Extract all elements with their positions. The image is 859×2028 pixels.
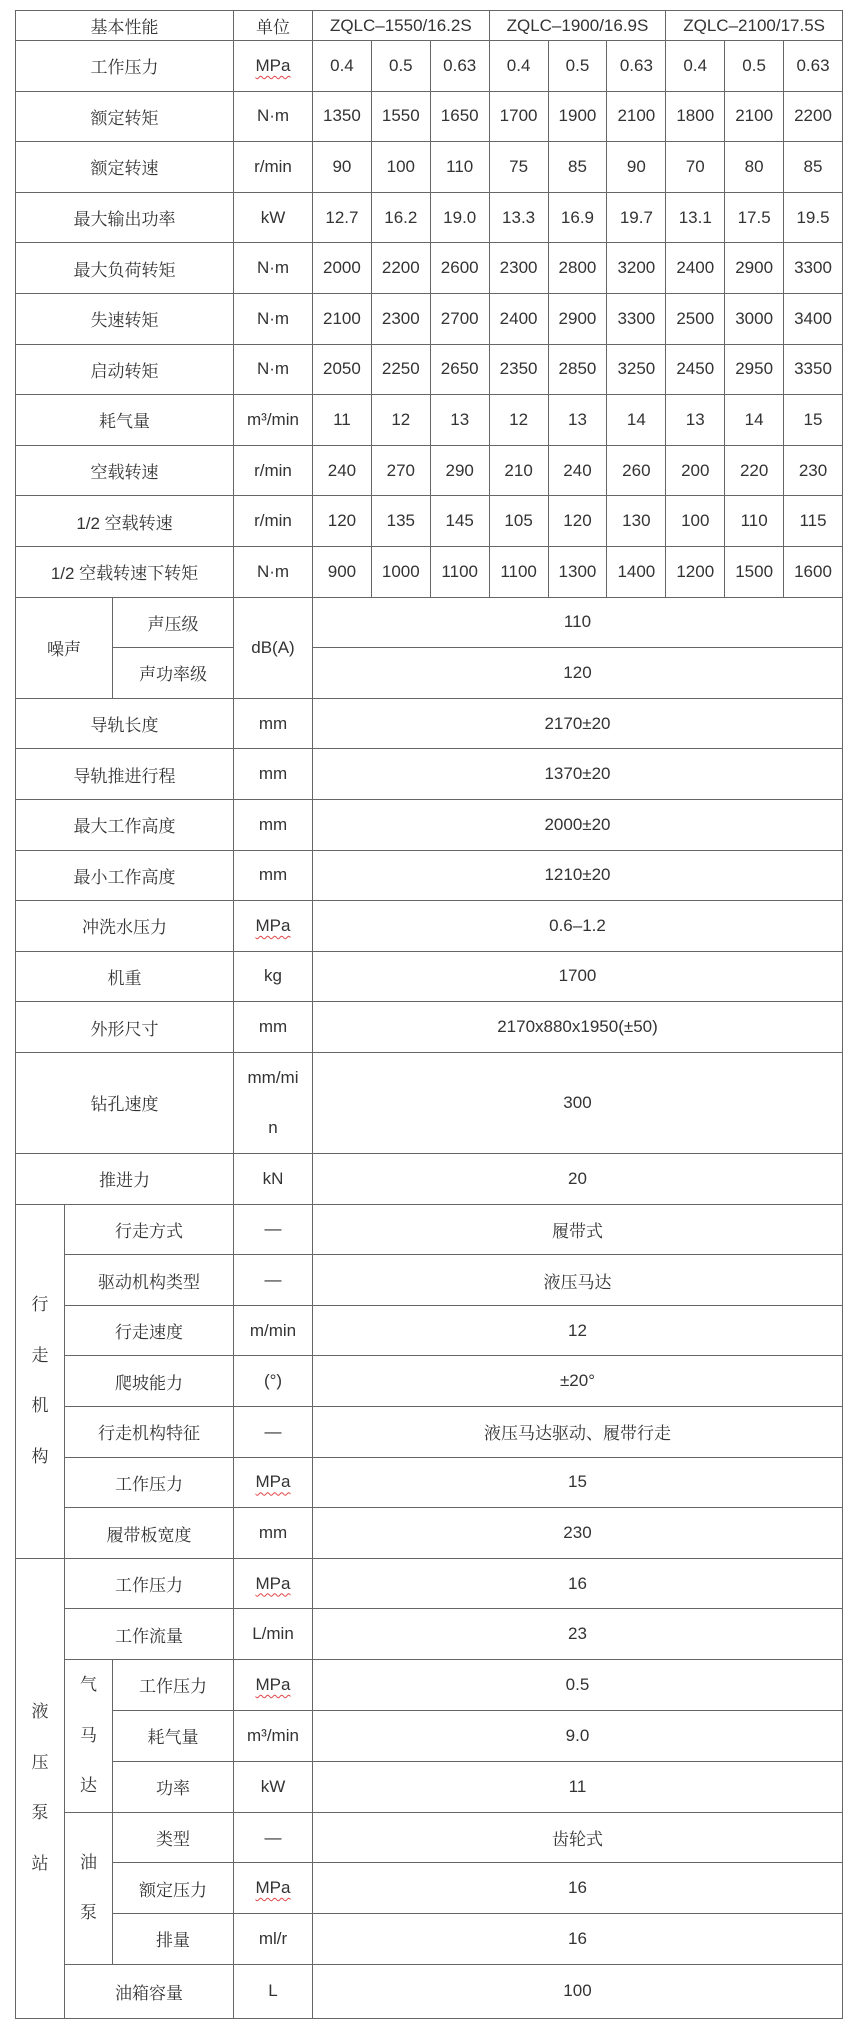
spec-value: 1210±20 (313, 850, 843, 901)
spec-unit: mm (234, 749, 313, 800)
spec-unit-text: mm/min (247, 1067, 299, 1137)
travel-row (16, 1508, 843, 1559)
air-motor-row (16, 1761, 843, 1812)
spec-label: 额定压力 (113, 1863, 234, 1914)
spec-value: 2700 (430, 293, 489, 344)
spec-value: 2200 (371, 243, 430, 294)
spec-value: 2600 (430, 243, 489, 294)
spec-value: 1400 (607, 546, 666, 597)
spec-unit: MPa (234, 901, 313, 952)
travel-row (16, 1255, 843, 1306)
spec-label: 排量 (113, 1913, 234, 1964)
spec-row (16, 192, 843, 243)
spec-value: 2650 (430, 344, 489, 395)
model-header-3: ZQLC–2100/17.5S (666, 11, 843, 41)
spec-value: 2850 (548, 344, 607, 395)
spec-label: 额定转矩 (16, 91, 234, 142)
spec-value: 1100 (430, 546, 489, 597)
spec-value: 0.5 (725, 41, 784, 92)
spec-value: 230 (313, 1508, 843, 1559)
spec-value: 0.63 (784, 41, 843, 92)
spec-label: 工作压力 (65, 1457, 234, 1508)
spec-unit (234, 1052, 313, 1153)
spec-value: 履带式 (313, 1204, 843, 1255)
pump-station-group-label (16, 1558, 65, 2018)
spec-value: 105 (489, 496, 548, 547)
spec-value: 2200 (784, 91, 843, 142)
spec-value: 0.5 (371, 41, 430, 92)
spec-value: 0.63 (607, 41, 666, 92)
spec-row (16, 1154, 843, 1205)
spec-value: 1000 (371, 546, 430, 597)
spec-value: 1600 (784, 546, 843, 597)
spec-table (15, 10, 843, 2019)
spec-row (16, 41, 843, 92)
spec-value: 1100 (489, 546, 548, 597)
spec-value: 220 (725, 445, 784, 496)
header-label: 基本性能 (16, 11, 234, 41)
noise-label: 噪声 (16, 597, 113, 698)
spec-value: 1300 (548, 546, 607, 597)
spec-row (16, 951, 843, 1002)
spec-value: 100 (666, 496, 725, 547)
spec-value: 85 (548, 142, 607, 193)
spec-unit: MPa (234, 41, 313, 92)
oil-pump-row (16, 1812, 843, 1863)
spec-row (16, 749, 843, 800)
spec-label: 启动转矩 (16, 344, 234, 395)
spec-value: 80 (725, 142, 784, 193)
spec-value: 1550 (371, 91, 430, 142)
spec-row (16, 698, 843, 749)
spec-unit: mm (234, 850, 313, 901)
spec-unit: MPa (234, 1457, 313, 1508)
spec-label: 最大输出功率 (16, 192, 234, 243)
travel-row (16, 1457, 843, 1508)
spec-value: 3000 (725, 293, 784, 344)
spec-value: 14 (607, 395, 666, 446)
spec-value: 15 (313, 1457, 843, 1508)
travel-group-text: 行走机构 (31, 1295, 49, 1466)
spec-value: 16.2 (371, 192, 430, 243)
oil-pump-group-text: 油泵 (80, 1852, 97, 1923)
spec-unit: — (234, 1204, 313, 1255)
spec-row (16, 1002, 843, 1053)
spec-value: 1200 (666, 546, 725, 597)
oil-pump-group-label (65, 1812, 113, 1964)
spec-label: 额定转速 (16, 142, 234, 193)
travel-group-label (16, 1204, 65, 1558)
spec-value: 100 (313, 1964, 843, 2018)
spec-value: 3400 (784, 293, 843, 344)
spec-label: 空载转速 (16, 445, 234, 496)
spec-value: 290 (430, 445, 489, 496)
spec-value: 0.63 (430, 41, 489, 92)
spec-row (16, 344, 843, 395)
spec-value: 13 (430, 395, 489, 446)
spec-label: 功率 (113, 1761, 234, 1812)
air-motor-row (16, 1660, 843, 1711)
spec-value: 16.9 (548, 192, 607, 243)
spec-value: 1800 (666, 91, 725, 142)
spec-label: 最小工作高度 (16, 850, 234, 901)
spec-value: 130 (607, 496, 666, 547)
spec-label: 工作压力 (16, 41, 234, 92)
spec-value: 115 (784, 496, 843, 547)
oil-pump-row (16, 1913, 843, 1964)
spec-label: 类型 (113, 1812, 234, 1863)
air-motor-group-text: 气马达 (80, 1675, 97, 1796)
model-header-2: ZQLC–1900/16.9S (489, 11, 666, 41)
spec-value: 11 (313, 395, 372, 446)
spec-label: 行走方式 (65, 1204, 234, 1255)
spec-row (16, 496, 843, 547)
spec-value: 16 (313, 1863, 843, 1914)
noise-value: 110 (313, 597, 843, 648)
spec-label: 最大负荷转矩 (16, 243, 234, 294)
spec-value: 1900 (548, 91, 607, 142)
spec-unit: m³/min (234, 395, 313, 446)
spec-value: 230 (784, 445, 843, 496)
spec-label: 最大工作高度 (16, 799, 234, 850)
spec-value: 液压马达驱动、履带行走 (313, 1407, 843, 1458)
spec-value: 110 (725, 496, 784, 547)
spec-label: 耗气量 (16, 395, 234, 446)
spec-value: 19.5 (784, 192, 843, 243)
model-header-1: ZQLC–1550/16.2S (313, 11, 490, 41)
spec-value: 135 (371, 496, 430, 547)
spec-value: 0.4 (313, 41, 372, 92)
air-motor-group-label (65, 1660, 113, 1813)
spec-value: 90 (313, 142, 372, 193)
air-motor-row (16, 1710, 843, 1761)
spec-value: 0.6–1.2 (313, 901, 843, 952)
spec-value: 20 (313, 1154, 843, 1205)
spec-value: 13.3 (489, 192, 548, 243)
spec-value: 145 (430, 496, 489, 547)
spec-value: 240 (313, 445, 372, 496)
spec-row (16, 293, 843, 344)
spec-unit: r/min (234, 445, 313, 496)
spec-label: 工作压力 (65, 1558, 234, 1609)
spec-row (16, 901, 843, 952)
spec-row (16, 799, 843, 850)
spec-unit: mm (234, 1508, 313, 1559)
spec-value: 12 (371, 395, 430, 446)
spec-value: 270 (371, 445, 430, 496)
spec-value: 2900 (725, 243, 784, 294)
spec-value: 12.7 (313, 192, 372, 243)
spec-unit: kW (234, 192, 313, 243)
spec-value: 0.5 (313, 1660, 843, 1711)
spec-unit: N·m (234, 344, 313, 395)
spec-label: 导轨长度 (16, 698, 234, 749)
spec-unit: — (234, 1407, 313, 1458)
tank-row (16, 1964, 843, 2018)
spec-value: 12 (313, 1305, 843, 1356)
spec-value: 9.0 (313, 1710, 843, 1761)
spec-label: 1/2 空载转速 (16, 496, 234, 547)
spec-value: 200 (666, 445, 725, 496)
oil-pump-row (16, 1863, 843, 1914)
spec-label: 耗气量 (113, 1710, 234, 1761)
spec-unit: kW (234, 1761, 313, 1812)
spec-value: 120 (548, 496, 607, 547)
spec-unit: L (234, 1964, 313, 2018)
spec-label: 1/2 空载转速下转矩 (16, 546, 234, 597)
spec-label: 导轨推进行程 (16, 749, 234, 800)
spec-value: 2250 (371, 344, 430, 395)
travel-row (16, 1204, 843, 1255)
spec-unit: m/min (234, 1305, 313, 1356)
spec-unit: kg (234, 951, 313, 1002)
spec-value: 2170±20 (313, 698, 843, 749)
spec-value: 0.4 (489, 41, 548, 92)
spec-label: 行走机构特征 (65, 1407, 234, 1458)
spec-row (16, 546, 843, 597)
noise-sub-label: 声功率级 (113, 648, 234, 699)
spec-value: 2350 (489, 344, 548, 395)
spec-value: 3250 (607, 344, 666, 395)
spec-value: 2900 (548, 293, 607, 344)
spec-value: 2950 (725, 344, 784, 395)
spec-unit: N·m (234, 91, 313, 142)
spec-value: 13 (548, 395, 607, 446)
spec-value: 2500 (666, 293, 725, 344)
header-unit: 单位 (234, 11, 313, 41)
spec-value: 1500 (725, 546, 784, 597)
spec-value: 17.5 (725, 192, 784, 243)
spec-unit: r/min (234, 142, 313, 193)
spec-label: 驱动机构类型 (65, 1255, 234, 1306)
spec-row (16, 142, 843, 193)
noise-row (16, 648, 843, 699)
spec-unit: kN (234, 1154, 313, 1205)
spec-value: 23 (313, 1609, 843, 1660)
spec-label: 失速转矩 (16, 293, 234, 344)
spec-unit: MPa (234, 1863, 313, 1914)
spec-value: 2300 (371, 293, 430, 344)
spec-value: 2800 (548, 243, 607, 294)
spec-unit: — (234, 1255, 313, 1306)
spec-row (16, 1052, 843, 1153)
spec-value: 900 (313, 546, 372, 597)
spec-value: 240 (548, 445, 607, 496)
noise-row (16, 597, 843, 648)
travel-row (16, 1407, 843, 1458)
spec-value: 2450 (666, 344, 725, 395)
noise-value: 120 (313, 648, 843, 699)
header-row (16, 11, 843, 41)
spec-value: 2000±20 (313, 799, 843, 850)
spec-value: 15 (784, 395, 843, 446)
spec-unit: m³/min (234, 1710, 313, 1761)
spec-value: 12 (489, 395, 548, 446)
spec-value: 1700 (313, 951, 843, 1002)
spec-value: 1350 (313, 91, 372, 142)
spec-label: 工作流量 (65, 1609, 234, 1660)
spec-label: 机重 (16, 951, 234, 1002)
spec-value: ±20° (313, 1356, 843, 1407)
spec-value: 2100 (607, 91, 666, 142)
spec-row (16, 445, 843, 496)
noise-unit: dB(A) (234, 597, 313, 698)
spec-value: 3300 (607, 293, 666, 344)
spec-label: 钻孔速度 (16, 1052, 234, 1153)
spec-value: 2300 (489, 243, 548, 294)
noise-sub-label: 声压级 (113, 597, 234, 648)
spec-unit: MPa (234, 1558, 313, 1609)
spec-value: 1370±20 (313, 749, 843, 800)
spec-unit: mm (234, 1002, 313, 1053)
spec-value: 2050 (313, 344, 372, 395)
travel-row (16, 1305, 843, 1356)
spec-value: 液压马达 (313, 1255, 843, 1306)
spec-unit: L/min (234, 1609, 313, 1660)
spec-label: 行走速度 (65, 1305, 234, 1356)
spec-label: 油箱容量 (65, 1964, 234, 2018)
spec-value: 70 (666, 142, 725, 193)
spec-value: 1700 (489, 91, 548, 142)
spec-value: 2100 (725, 91, 784, 142)
spec-value: 19.0 (430, 192, 489, 243)
spec-value: 13.1 (666, 192, 725, 243)
spec-unit: — (234, 1812, 313, 1863)
spec-label: 履带板宽度 (65, 1508, 234, 1559)
spec-value: 75 (489, 142, 548, 193)
spec-value: 100 (371, 142, 430, 193)
spec-unit: N·m (234, 293, 313, 344)
spec-value: 85 (784, 142, 843, 193)
spec-value: 齿轮式 (313, 1812, 843, 1863)
spec-value: 16 (313, 1558, 843, 1609)
spec-value: 2400 (489, 293, 548, 344)
spec-value: 110 (430, 142, 489, 193)
spec-unit: mm (234, 698, 313, 749)
spec-value: 90 (607, 142, 666, 193)
pump-row (16, 1558, 843, 1609)
spec-unit: ml/r (234, 1913, 313, 1964)
travel-row (16, 1356, 843, 1407)
spec-value: 260 (607, 445, 666, 496)
spec-value: 300 (313, 1052, 843, 1153)
spec-label: 外形尺寸 (16, 1002, 234, 1053)
spec-row (16, 395, 843, 446)
pump-station-group-text: 液压泵站 (31, 1702, 49, 1873)
spec-value: 0.5 (548, 41, 607, 92)
spec-value: 0.4 (666, 41, 725, 92)
spec-value: 19.7 (607, 192, 666, 243)
spec-value: 210 (489, 445, 548, 496)
spec-unit: (°) (234, 1356, 313, 1407)
spec-row (16, 91, 843, 142)
spec-value: 2000 (313, 243, 372, 294)
spec-value: 3200 (607, 243, 666, 294)
spec-value: 1650 (430, 91, 489, 142)
spec-value: 2170x880x1950(±50) (313, 1002, 843, 1053)
spec-label: 爬坡能力 (65, 1356, 234, 1407)
spec-value: 16 (313, 1913, 843, 1964)
spec-unit: N·m (234, 546, 313, 597)
spec-value: 11 (313, 1761, 843, 1812)
spec-value: 2400 (666, 243, 725, 294)
spec-row (16, 243, 843, 294)
spec-unit: MPa (234, 1660, 313, 1711)
spec-value: 3350 (784, 344, 843, 395)
spec-value: 13 (666, 395, 725, 446)
spec-label: 推进力 (16, 1154, 234, 1205)
spec-value: 3300 (784, 243, 843, 294)
spec-value: 2100 (313, 293, 372, 344)
spec-unit: mm (234, 799, 313, 850)
spec-unit: r/min (234, 496, 313, 547)
spec-unit: N·m (234, 243, 313, 294)
spec-value: 120 (313, 496, 372, 547)
spec-value: 14 (725, 395, 784, 446)
spec-row (16, 850, 843, 901)
pump-row (16, 1609, 843, 1660)
spec-label: 冲洗水压力 (16, 901, 234, 952)
spec-label: 工作压力 (113, 1660, 234, 1711)
